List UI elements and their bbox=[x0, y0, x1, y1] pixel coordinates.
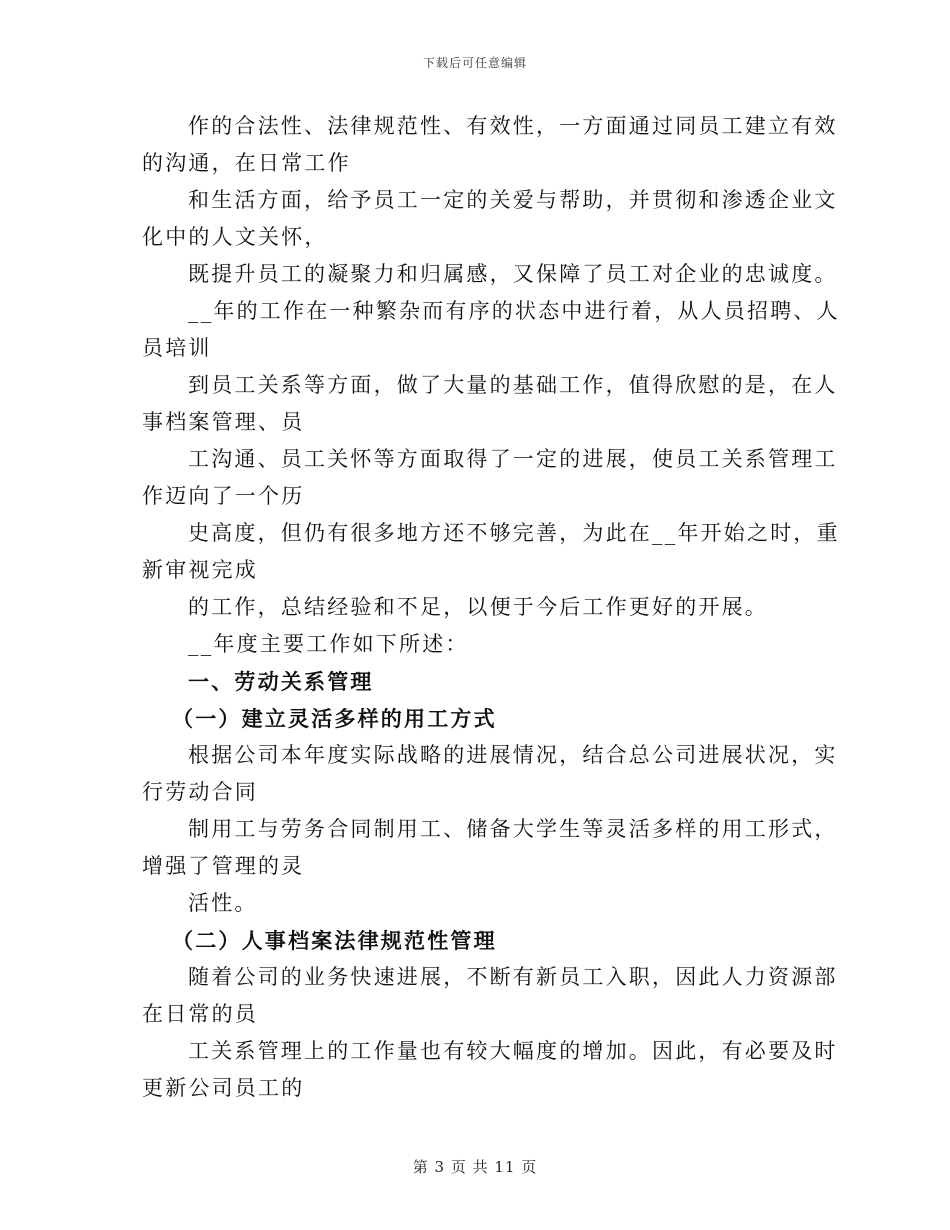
subsection-heading: （一）建立灵活多样的用工方式 bbox=[172, 706, 497, 731]
paragraph-line: 活性。 bbox=[188, 891, 258, 915]
paragraph-line: 随着公司的业务快速进展，不断有新员工入职，因此人力资源部 bbox=[188, 965, 838, 989]
paragraph-line: 更新公司员工的 bbox=[142, 1076, 305, 1100]
paragraph-line: 的沟通，在日常工作 bbox=[142, 151, 351, 175]
page-header: 下载后可任意编辑 bbox=[422, 56, 527, 70]
paragraph-line: 事档案管理、员 bbox=[142, 410, 305, 434]
paragraph-line: 新审视完成 bbox=[142, 558, 258, 582]
paragraph-line: 到员工关系等方面，做了大量的基础工作，值得欣慰的是，在人 bbox=[188, 373, 838, 397]
paragraph-line: 和生活方面，给予员工一定的关爱与帮助，并贯彻和渗透企业文 bbox=[188, 188, 838, 212]
paragraph-line: 工沟通、员工关怀等方面取得了一定的进展，使员工关系管理工 bbox=[188, 447, 838, 471]
paragraph-line: 作迈向了一个历 bbox=[142, 484, 305, 508]
paragraph-line: 根据公司本年度实际战略的进展情况，结合总公司进展状况，实 bbox=[188, 743, 838, 767]
section-heading: 一、劳动关系管理 bbox=[188, 669, 374, 694]
paragraph-line: 史高度，但仍有很多地方还不够完善，为此在__年开始之时，重 bbox=[188, 521, 840, 545]
paragraph-line: 作的合法性、法律规范性、有效性，一方面通过同员工建立有效 bbox=[188, 114, 838, 138]
page-footer: 第 3 页 共 11 页 bbox=[412, 1158, 538, 1176]
paragraph-line: 员培训 bbox=[142, 336, 212, 360]
paragraph-line: 行劳动合同 bbox=[142, 780, 258, 804]
document-body bbox=[142, 108, 840, 1107]
paragraph-line: __年的工作在一种繁杂而有序的状态中进行着，从人员招聘、人 bbox=[188, 299, 840, 323]
paragraph-line: 的工作，总结经验和不足，以便于今后工作更好的开展。 bbox=[188, 595, 768, 619]
paragraph-line: 工关系管理上的工作量也有较大幅度的增加。因此，有必要及时 bbox=[188, 1039, 838, 1063]
paragraph-line: 增强了管理的灵 bbox=[142, 854, 305, 878]
subsection-heading: （二）人事档案法律规范性管理 bbox=[172, 928, 497, 953]
paragraph-line: 既提升员工的凝聚力和归属感，又保障了员工对企业的忠诚度。 bbox=[188, 262, 838, 286]
paragraph-line: 制用工与劳务合同制用工、储备大学生等灵活多样的用工形式， bbox=[188, 817, 838, 841]
paragraph-line: 在日常的员 bbox=[142, 1002, 258, 1026]
paragraph-line: 化中的人文关怀， bbox=[142, 225, 328, 249]
paragraph-line: __年度主要工作如下所述： bbox=[188, 632, 469, 656]
